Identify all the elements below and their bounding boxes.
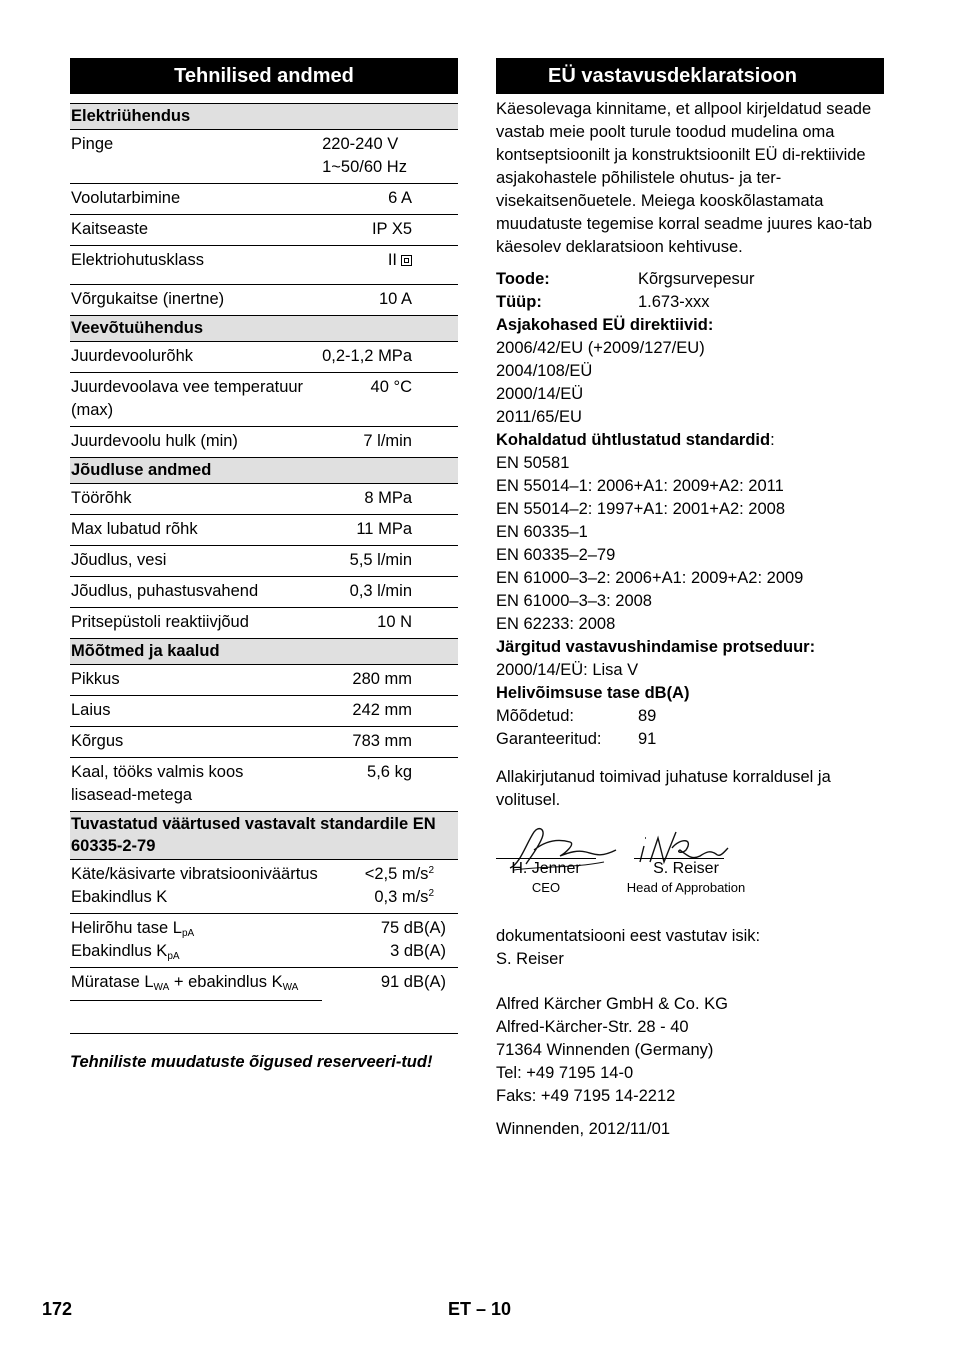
table-row: Laius 242 mm — [70, 696, 458, 727]
list-item: EN 50581 — [496, 454, 570, 472]
table-row: Pikkus 280 mm — [70, 665, 458, 696]
table-end-rule — [70, 1033, 458, 1034]
table-row: Pritsepüstoli reaktiivjõud 10 N — [70, 608, 458, 639]
table-row: Võrgukaitse (inertne) 10 A — [70, 285, 458, 316]
group-water-supply: Veevõtuühendus — [70, 316, 458, 342]
table-row: Käte/käsivarte vibratsiooniväärtus Ebakindlus K <2,5 $m/s^2$ 0,3 $m/s^2$ — [70, 860, 458, 914]
list-item: EN 61000–3–3: 2008 — [496, 592, 652, 610]
table-row: Jõudlus, vesi 5,5 l/min — [70, 546, 458, 577]
procedure-value: 2000/14/EÜ: Lisa V — [496, 661, 639, 679]
list-item: EN 55014–1: 2006+A1: 2009+A2: 2011 — [496, 477, 784, 495]
table-row: Kaitseaste IP X5 — [70, 215, 458, 246]
list-item: 2006/42/EU (+2009/127/EU) — [496, 339, 705, 357]
group-measured-values: Tuvastatud väärtused vastavalt standardile EN 60335-2-79 — [70, 812, 458, 860]
page-code: ET – 10 — [448, 1299, 512, 1319]
list-item: 2011/65/EU — [496, 408, 582, 426]
table-row: Kaal, tööks valmis koos lisasead-metega 5,6 kg — [70, 758, 458, 812]
directives-list — [496, 337, 884, 429]
standards-list — [496, 452, 884, 636]
list-item: 2004/108/EÜ — [496, 362, 593, 380]
list-item: EN 62233: 2008 — [496, 615, 616, 633]
list-item: EN 60335–2–79 — [496, 546, 616, 564]
technical-data-table — [70, 103, 458, 1001]
standards-heading: Kohaldatud ühtlustatud standardid: — [496, 431, 775, 449]
page-number: 172 — [42, 1299, 73, 1319]
table-row: Voolutarbimine 6 A — [70, 184, 458, 215]
table-row: Juurdevoolava vee temperatuur (max) 40 °C — [70, 373, 458, 427]
technical-data-column — [70, 58, 458, 1074]
group-dimensions: Mõõtmed ja kaalud — [70, 639, 458, 665]
product-info: Toode: Kõrgsurvepesur Tüüp: 1.673-xxx — [496, 270, 755, 311]
doc-responsible-label: dokumentatsiooni eest vastutav isik: — [496, 927, 761, 945]
technical-data-title: Tehnilised andmed — [70, 58, 458, 94]
group-performance: Jõudluse andmed — [70, 458, 458, 484]
signatures — [496, 824, 884, 916]
table-row: Juurdevoolurõhk 0,2-1,2 MPa — [70, 342, 458, 373]
signatory-reiser: S. Reiser Head of Approbation — [626, 860, 746, 895]
table-row: Helirõhu tase $L_{pA}$ Ebakindlus $K_{pA}$ 75 dB(A) 3 dB(A) — [70, 914, 458, 968]
table-row: Kõrgus 783 mm — [70, 727, 458, 758]
table-row: Jõudlus, puhastusvahend 0,3 l/min — [70, 577, 458, 608]
list-item: EN 55014–2: 1997+A1: 2001+A2: 2008 — [496, 500, 785, 518]
authorization-text: Allakirjutanud toimivad juhatuse korraldusel ja volitusel. — [496, 768, 831, 809]
company-address: Alfred Kärcher GmbH & Co. KG Alfred-Kärcher-Str. 28 - 40 71364 Winnenden (Germany) Tel: +49 7195 14-0 Faks: +49 7195 14-2212 — [496, 995, 728, 1105]
declaration-column — [496, 58, 884, 1141]
procedure-heading: Järgitud vastavushindamise protseduur: — [496, 638, 816, 656]
technical-changes-note: Tehniliste muudatuste õigused reserveeri-tud! — [70, 1053, 433, 1071]
table-row: Pinge 220-240 V 1~50/60 Hz — [70, 130, 458, 184]
signatory-jenner: H. Jenner CEO — [496, 858, 596, 897]
declaration-intro: Käesolevaga kinnitame, et allpool kirjeldatud seade vastab meie poolt turule toodud mudelina oma kontseptsioonilt ja konstruktsioonilt EÜ di-rektiivide asjakohastele põhilistele ohutus- ja ter-visekaitsenõuetele. Meiega kooskõlastamata muudatuste tegemise korral seadme juures kao-tab käesolev deklaratsioon kehtivuse. — [496, 100, 873, 256]
doc-responsible-name: S. Reiser — [496, 950, 564, 968]
table-row: Max lubatud rõhk 11 MPa — [70, 515, 458, 546]
list-item: EN 60335–1 — [496, 523, 588, 541]
group-electrical: Elektriühendus — [70, 104, 458, 130]
sound-level-heading: Helivõimsuse tase dB(A) — [496, 684, 690, 702]
place-date: Winnenden, 2012/11/01 — [496, 1120, 670, 1138]
list-item: EN 61000–3–2: 2006+A1: 2009+A2: 2009 — [496, 569, 804, 587]
directives-heading: Asjakohased EÜ direktiivid: — [496, 316, 714, 334]
declaration-title: EÜ vastavusdeklaratsioon — [496, 58, 884, 94]
table-row: Töörõhk 8 MPa — [70, 484, 458, 515]
list-item: 2000/14/EÜ — [496, 385, 584, 403]
table-row: Müratase $L_{WA}$ + ebakindlus $K_{WA}$ 91 dB(A) — [70, 968, 458, 1001]
table-row: Elektriohutusklass II — [70, 246, 458, 285]
guaranteed-row: Garanteeritud: 91 — [496, 730, 657, 748]
measured-row: Mõõdetud: 89 — [496, 707, 657, 725]
protection-class-2-icon — [401, 255, 412, 266]
table-row: Juurdevoolu hulk (min) 7 l/min — [70, 427, 458, 458]
